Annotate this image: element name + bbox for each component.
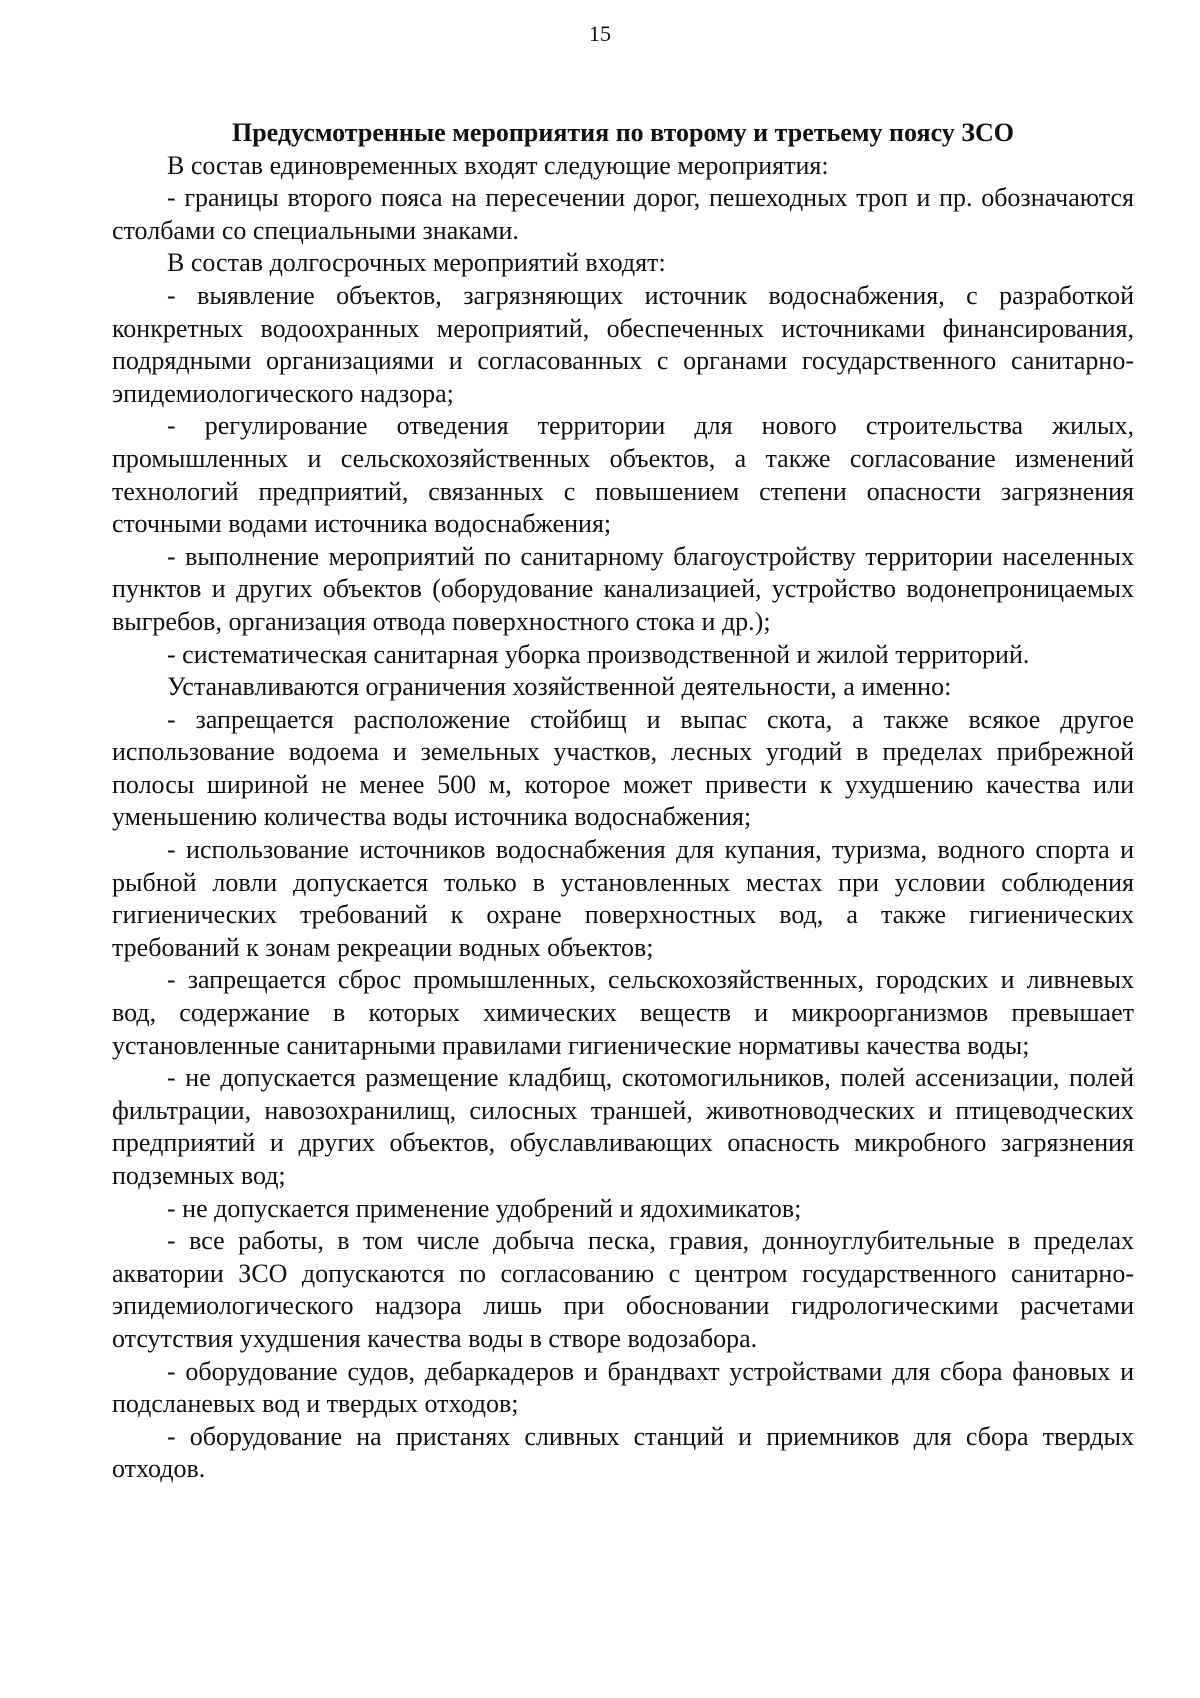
document-body (112, 117, 1134, 1486)
paragraph: - запрещается сброс промышленных, сельскохозяйственных, городских и ливневых вод, содержание в которых химических веществ и микроорганизмов превышает установленные санитарными правилами гигиенические нормативы качества воды; (112, 965, 1134, 1060)
paragraph: - не допускается применение удобрений и ядохимикатов; (167, 1193, 802, 1223)
paragraph: - все работы, в том числе добыча песка, гравия, донноуглубительные в пределах акватории ЗСО допускаются по согласованию с центром государственного санитарно-эпидемиологического надзора лишь при обосновании гидрологическими расчетами отсутствия ухудшения качества воды в створе водозабора. (112, 1226, 1134, 1353)
paragraph: - систематическая санитарная уборка производственной и жилой территорий. (167, 639, 1030, 669)
paragraph: - запрещается расположение стойбищ и выпас скота, а также всякое другое использование водоема и земельных участков, лесных угодий в пределах прибрежной полосы шириной не менее 500 м, которое может привести к ухудшению качества или уменьшению количества воды источника водоснабжения; (112, 704, 1134, 832)
page-number: 15 (589, 21, 611, 46)
paragraph: - использование источников водоснабжения для купания, туризма, водного спорта и рыбной ловли допускается только в установленных местах при условии соблюдения гигиенических требований к охране поверхностных вод, а также гигиенических требований к зонам рекреации водных объектов; (112, 835, 1134, 962)
paragraph: - выявление объектов, загрязняющих источник водоснабжения, с разработкой конкретных водоохранных мероприятий, обеспеченных источниками финансирования, подрядными организациями и согласованных с органами государственного санитарно-эпидемиологического надзора; (112, 280, 1134, 408)
paragraph: - оборудование на пристанях сливных станций и приемников для сбора твердых отходов. (112, 1421, 1134, 1484)
section-heading: Предусмотренные мероприятия по второму и третьему поясу ЗСО (232, 118, 1014, 147)
paragraph: Устанавливаются ограничения хозяйственной деятельности, а именно: (167, 672, 952, 702)
paragraph: В состав единовременных входят следующие мероприятия: (167, 150, 829, 180)
paragraph: - границы второго пояса на пересечении дорог, пешеходных троп и пр. обозначаются столбами со специальными знаками. (112, 183, 1134, 245)
paragraph: - не допускается размещение кладбищ, скотомогильников, полей ассенизации, полей фильтрации, навозохранилищ, силосных траншей, животноводческих и птицеводческих предприятий и других объектов, обуславливающих опасность микробного загрязнения подземных вод; (112, 1063, 1134, 1190)
paragraph: - выполнение мероприятий по санитарному благоустройству территории населенных пунктов и других объектов (оборудование канализацией, устройство водонепроницаемых выгребов, организация отвода поверхностного стока и др.); (112, 541, 1134, 636)
paragraph: В состав долгосрочных мероприятий входят: (167, 248, 666, 278)
paragraph: - регулирование отведения территории для нового строительства жилых, промышленных и сельскохозяйственных объектов, а также согласование изменений технологий предприятий, связанных с повышением степени опасности загрязнения сточными водами источника водоснабжения; (112, 411, 1134, 539)
paragraph: - оборудование судов, дебаркадеров и брандвахт устройствами для сбора фановых и подсланевых вод и твердых отходов; (112, 1356, 1134, 1419)
